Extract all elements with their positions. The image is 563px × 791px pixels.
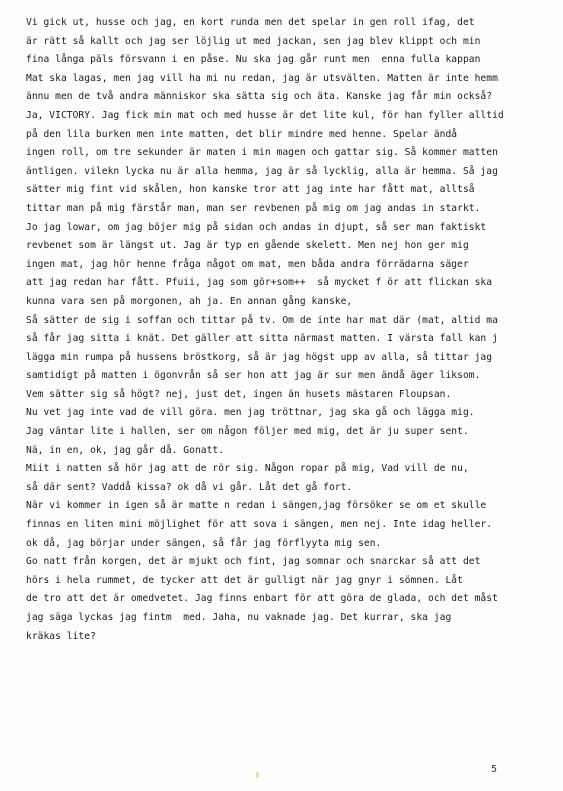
- text-line: sätter mig fint vid skålen, hon kanske tror att jag inte har fått mat, alltså: [26, 184, 475, 196]
- text-line: på den lila burken men inte matten, det blir mindre med henne. Spelar ändå: [26, 128, 458, 140]
- text-line: ingen roll, om tre sekunder är maten i min magen och gattar sig. Så kommer matten: [26, 147, 498, 159]
- text-line: ok då, jag börjar under sängen, så får jag förflyyta mig sen.: [26, 537, 382, 549]
- text-line: När vi kommer in igen så är matte n redan i sängen,jag försöker se om et skulle: [26, 500, 487, 512]
- text-line: är rätt så kallt och jag ser löjlig ut med jackan, sen jag blev klippt och min: [26, 35, 481, 47]
- paper-speck: [256, 772, 259, 778]
- typewritten-text: [26, 14, 560, 646]
- text-line: så får jag sitta i knät. Det gäller att sitta närmast matten. I värsta fall kan j: [26, 333, 498, 345]
- text-line: Mat ska lagas, men jag vill ha mi nu redan, jag är utsvälten. Matten är inte hemm: [26, 72, 498, 84]
- text-line: lägga min rumpa på hussens bröstkorg, så är jag högst upp av alla, så tittar jag: [26, 351, 493, 363]
- text-line: samtidigt på matten i ögonvrån så ser hon att jag är sur men ändå äger liksom.: [26, 370, 481, 382]
- text-line: Så sätter de sig i soffan och tittar på tv. Om de inte har mat där (mat, altid ma: [26, 314, 498, 326]
- text-line: Ja, VICTORY. Jag fick min mat och med husse är det lite kul, för han fyller alltid: [26, 109, 504, 121]
- text-line: Vem sätter sig så högt? nej, just det, ingen än husets mästaren Floupsan.: [26, 388, 452, 400]
- text-line: ännu men de två andra människor ska sätta sig och äta. Kanske jag får min också?: [26, 91, 493, 103]
- text-line: Go natt från korgen, det är mjukt och fint, jag somnar och snarckar så att det: [26, 556, 481, 568]
- text-line: tittar man på mig färstår man, man ser revbenen på mig om jag andas in starkt.: [26, 202, 481, 214]
- text-line: Jo jag lowar, om jag böjer mig på sidan och andas in djupt, så ser man faktiskt: [26, 221, 487, 233]
- text-line: att jag redan har fått. Pfuii, jag som gör+som++ så mycket f ör att flickan ska: [26, 277, 493, 289]
- text-line: ingen mat, jag hör henne fråga något om mat, men båda andra förrädarna säger: [26, 258, 469, 270]
- text-line: Vi gick ut, husse och jag, en kort runda men det spelar in gen roll ifag, det: [26, 17, 475, 28]
- text-line: så där sent? Vaddå kissa? ok då vi går. Låt det gå fort.: [26, 481, 353, 493]
- text-line: kräkas lite?: [26, 630, 96, 642]
- text-line: fina långa päls försvann i en påse. Nu ska jag går runt men enna fulla kappan: [26, 54, 481, 66]
- text-line: äntligen. vilekn lycka nu är alla hemma, jag är så lycklig, alla är hemma. Så jag: [26, 165, 498, 177]
- text-line: jag säga lyckas jag fintm med. Jaha, nu vaknade jag. Det kurrar, ska jag: [26, 612, 452, 623]
- text-line: de tro att det är omedvetet. Jag finns enbart för att göra de glada, och det måst: [26, 593, 498, 605]
- text-line: revbenet som är längst ut. Jag är typ en gående skelett. Men nej hon ger mig: [26, 240, 469, 252]
- text-line: finnas en liten mini möjlighet för att sova i sängen, men nej. Inte idag heller.: [26, 519, 493, 531]
- text-line: hörs i hela rummet, de tycker att det är gulligt när jag gnyr i sömnen. Låt: [26, 574, 463, 586]
- text-line: Jag väntar lite i hallen, ser om någon följer med mig, det är ju super sent.: [26, 426, 469, 438]
- text-line: Nu vet jag inte vad de vill göra. men jag tröttnar, jag ska gå och lägga mig.: [26, 407, 475, 419]
- page-number: 5: [491, 764, 498, 775]
- text-line: kunna vara sen på morgonen, ah ja. En annan gång kanske,: [26, 295, 353, 307]
- text-line: Miit i natten så hör jag att de rör sig. Någon ropar på mig, Vad vill de nu,: [26, 463, 469, 475]
- text-line: Nä, in en, ok, jag går då. Gonatt.: [26, 444, 225, 456]
